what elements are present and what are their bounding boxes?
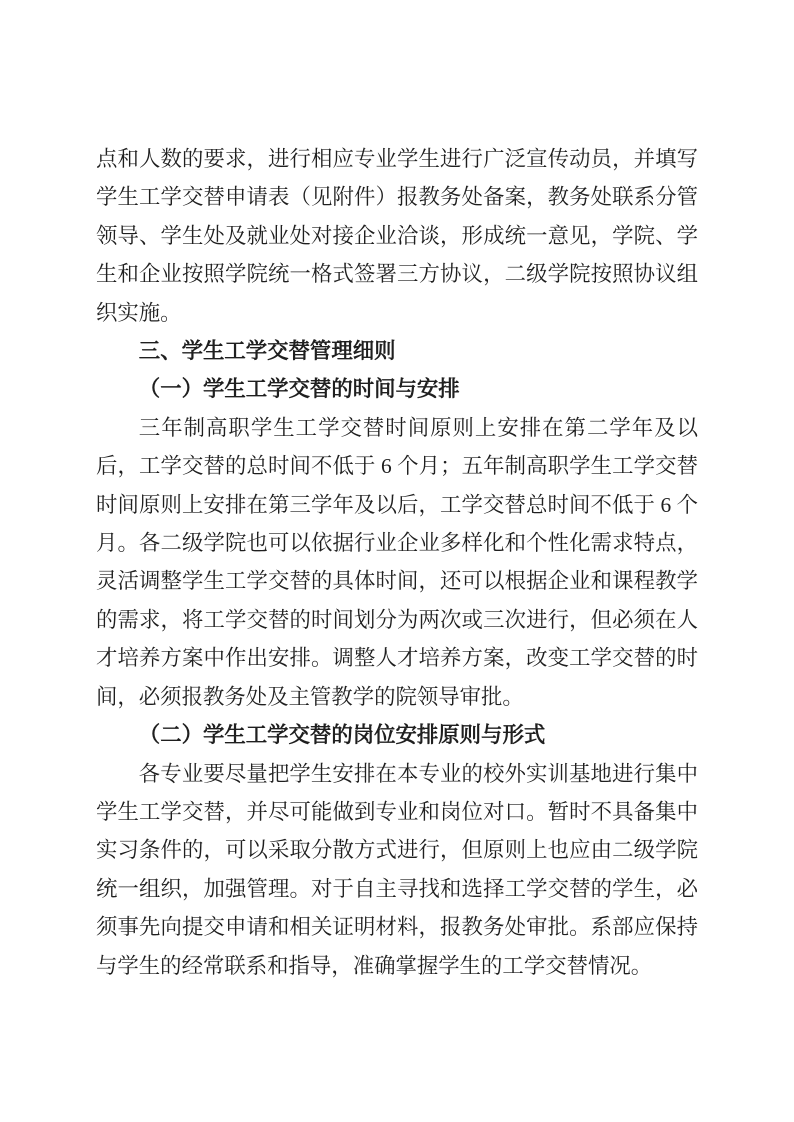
subsection-heading-3-1: （一）学生工学交替的时间与安排 (138, 377, 460, 402)
subsection-heading-3-2: （二）学生工学交替的岗位安排原则与形式 (138, 723, 546, 748)
section-heading-3: 三、学生工学交替管理细则 (138, 339, 396, 364)
document-body (96, 140, 698, 985)
body-paragraph-post-arrangement: 各专业要尽量把学生安排在本专业的校外实训基地进行集中学生工学交替，并尽可能做到专业和岗位对口。暂时不具备集中实习条件的，可以采取分散方式进行，但原则上也应由二级学院统一组织，加强管理。对于自主寻找和选择工学交替的学生，必须事先向提交申请和相关证明材料，报教务处审批。系部应保持与学生的经常联系和指导，准确掌握学生的工学交替情况。 (96, 761, 698, 978)
body-paragraph-time-arrangement: 三年制高职学生工学交替时间原则上安排在第二学年及以后，工学交替的总时间不低于 6 个月；五年制高职学生工学交替时间原则上安排在第三学年及以后，工学交替总时间不低于 6 个月。各二级学院也可以依据行业企业多样化和个性化需求特点，灵活调整学生工学交替的具体时间，还可以根据企业和课程教学的需求，将工学交替的时间划分为两次或三次进行，但必须在人才培养方案中作出安排。调整人才培养方案，改变工学交替的时间，必须报教务处及主管教学的院领导审批。 (96, 415, 698, 709)
paragraph-continued: 点和人数的要求，进行相应专业学生进行广泛宣传动员，并填写学生工学交替申请表（见附件）报教务处备案，教务处联系分管领导、学生处及就业处对接企业洽谈，形成统一意见，学院、学生和企业按照学院统一格式签署三方协议，二级学院按照协议组织实施。 (96, 147, 698, 325)
